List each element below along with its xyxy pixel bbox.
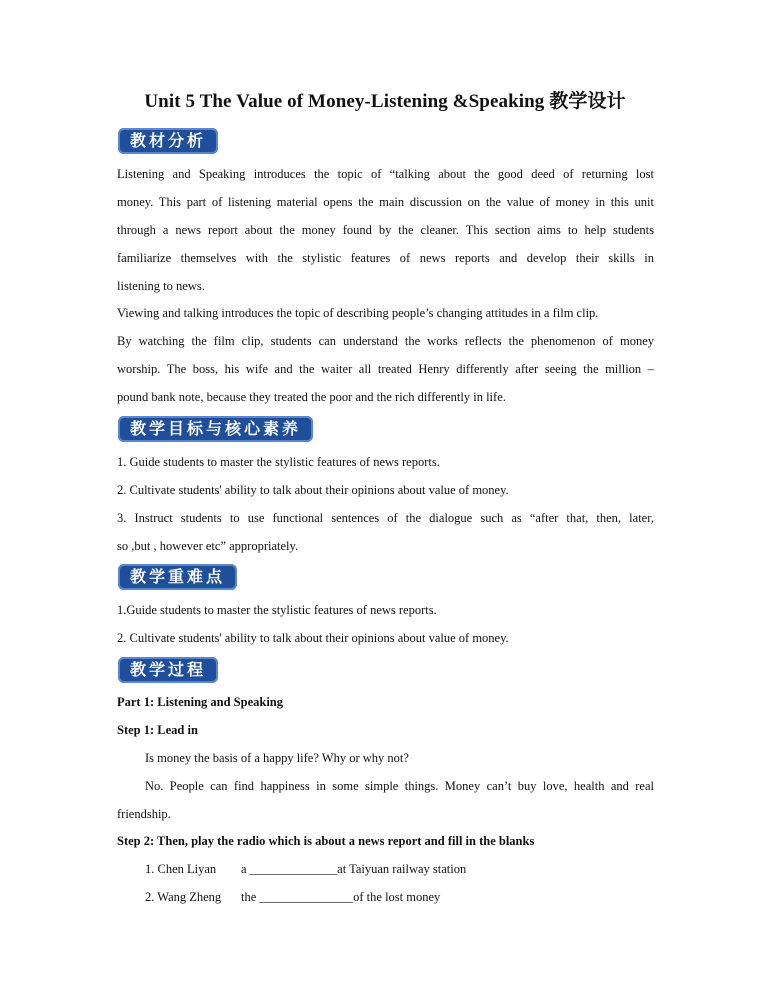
lead-in-answer-line-2: friendship. <box>117 807 171 821</box>
part-1-heading: Part 1: Listening and Speaking <box>117 695 284 709</box>
analysis-paragraph-1-line-2: money. This part of listening material opens the main discussion on the value of money in this unit <box>117 195 654 209</box>
analysis-paragraph-2-line-3: worship. The boss, his wife and the waiter all treated Henry differently after seeing the million – <box>117 362 654 376</box>
analysis-paragraph-1-line-1: Listening and Speaking introduces the topic of “talking about the good deed of returning lost <box>117 167 654 181</box>
analysis-paragraph-2-line-1: Viewing and talking introduces the topic of describing people’s changing attitudes in a film clip. <box>117 306 599 320</box>
blank-2-name: 2. Wang Zheng <box>145 890 222 904</box>
blank-1-name: 1. Chen Liyan <box>145 862 217 876</box>
objective-item-3-line-1: 3. Instruct students to use functional sentences of the dialogue such as “after that, then, later, <box>117 511 654 525</box>
key-point-item-2: 2. Cultivate students' ability to talk about their opinions about value of money. <box>117 631 509 645</box>
blank-1-text: a ______________at Taiyuan railway station <box>241 862 467 876</box>
blank-2-text: the _______________of the lost money <box>241 890 441 904</box>
objective-item-3-line-2: so ,but , however etc” appropriately. <box>117 539 299 553</box>
analysis-paragraph-1-line-3: through a news report about the money found by the cleaner. This section aims to help students <box>117 223 654 237</box>
analysis-paragraph-1-line-4: familiarize themselves with the stylistic features of news reports and develop their skills in <box>117 251 654 265</box>
section-badge-key-points: 教学重难点 <box>118 564 237 590</box>
key-point-item-1: 1.Guide students to master the stylistic features of news reports. <box>117 603 437 617</box>
analysis-paragraph-1-line-5: listening to news. <box>117 279 205 293</box>
lead-in-answer-line-1: No. People can find happiness in some simple things. Money can’t buy love, health and real <box>145 779 654 793</box>
objective-item-1: 1. Guide students to master the stylistic features of news reports. <box>117 455 440 469</box>
lead-in-question: Is money the basis of a happy life? Why or why not? <box>145 751 409 765</box>
step-2-heading: Step 2: Then, play the radio which is about a news report and fill in the blanks <box>117 834 535 848</box>
objective-item-2: 2. Cultivate students' ability to talk about their opinions about value of money. <box>117 483 509 497</box>
section-badge-objectives: 教学目标与核心素养 <box>118 416 313 442</box>
section-badge-process: 教学过程 <box>118 657 218 683</box>
analysis-paragraph-2-line-2: By watching the film clip, students can understand the works reflects the phenomenon of money <box>117 334 654 348</box>
step-1-heading: Step 1: Lead in <box>117 723 198 737</box>
section-badge-analysis: 教材分析 <box>118 128 218 154</box>
page-title: Unit 5 The Value of Money-Listening &Speaking 教学设计 <box>144 91 626 112</box>
analysis-paragraph-2-line-4: pound bank note, because they treated the poor and the rich differently in life. <box>117 390 506 404</box>
